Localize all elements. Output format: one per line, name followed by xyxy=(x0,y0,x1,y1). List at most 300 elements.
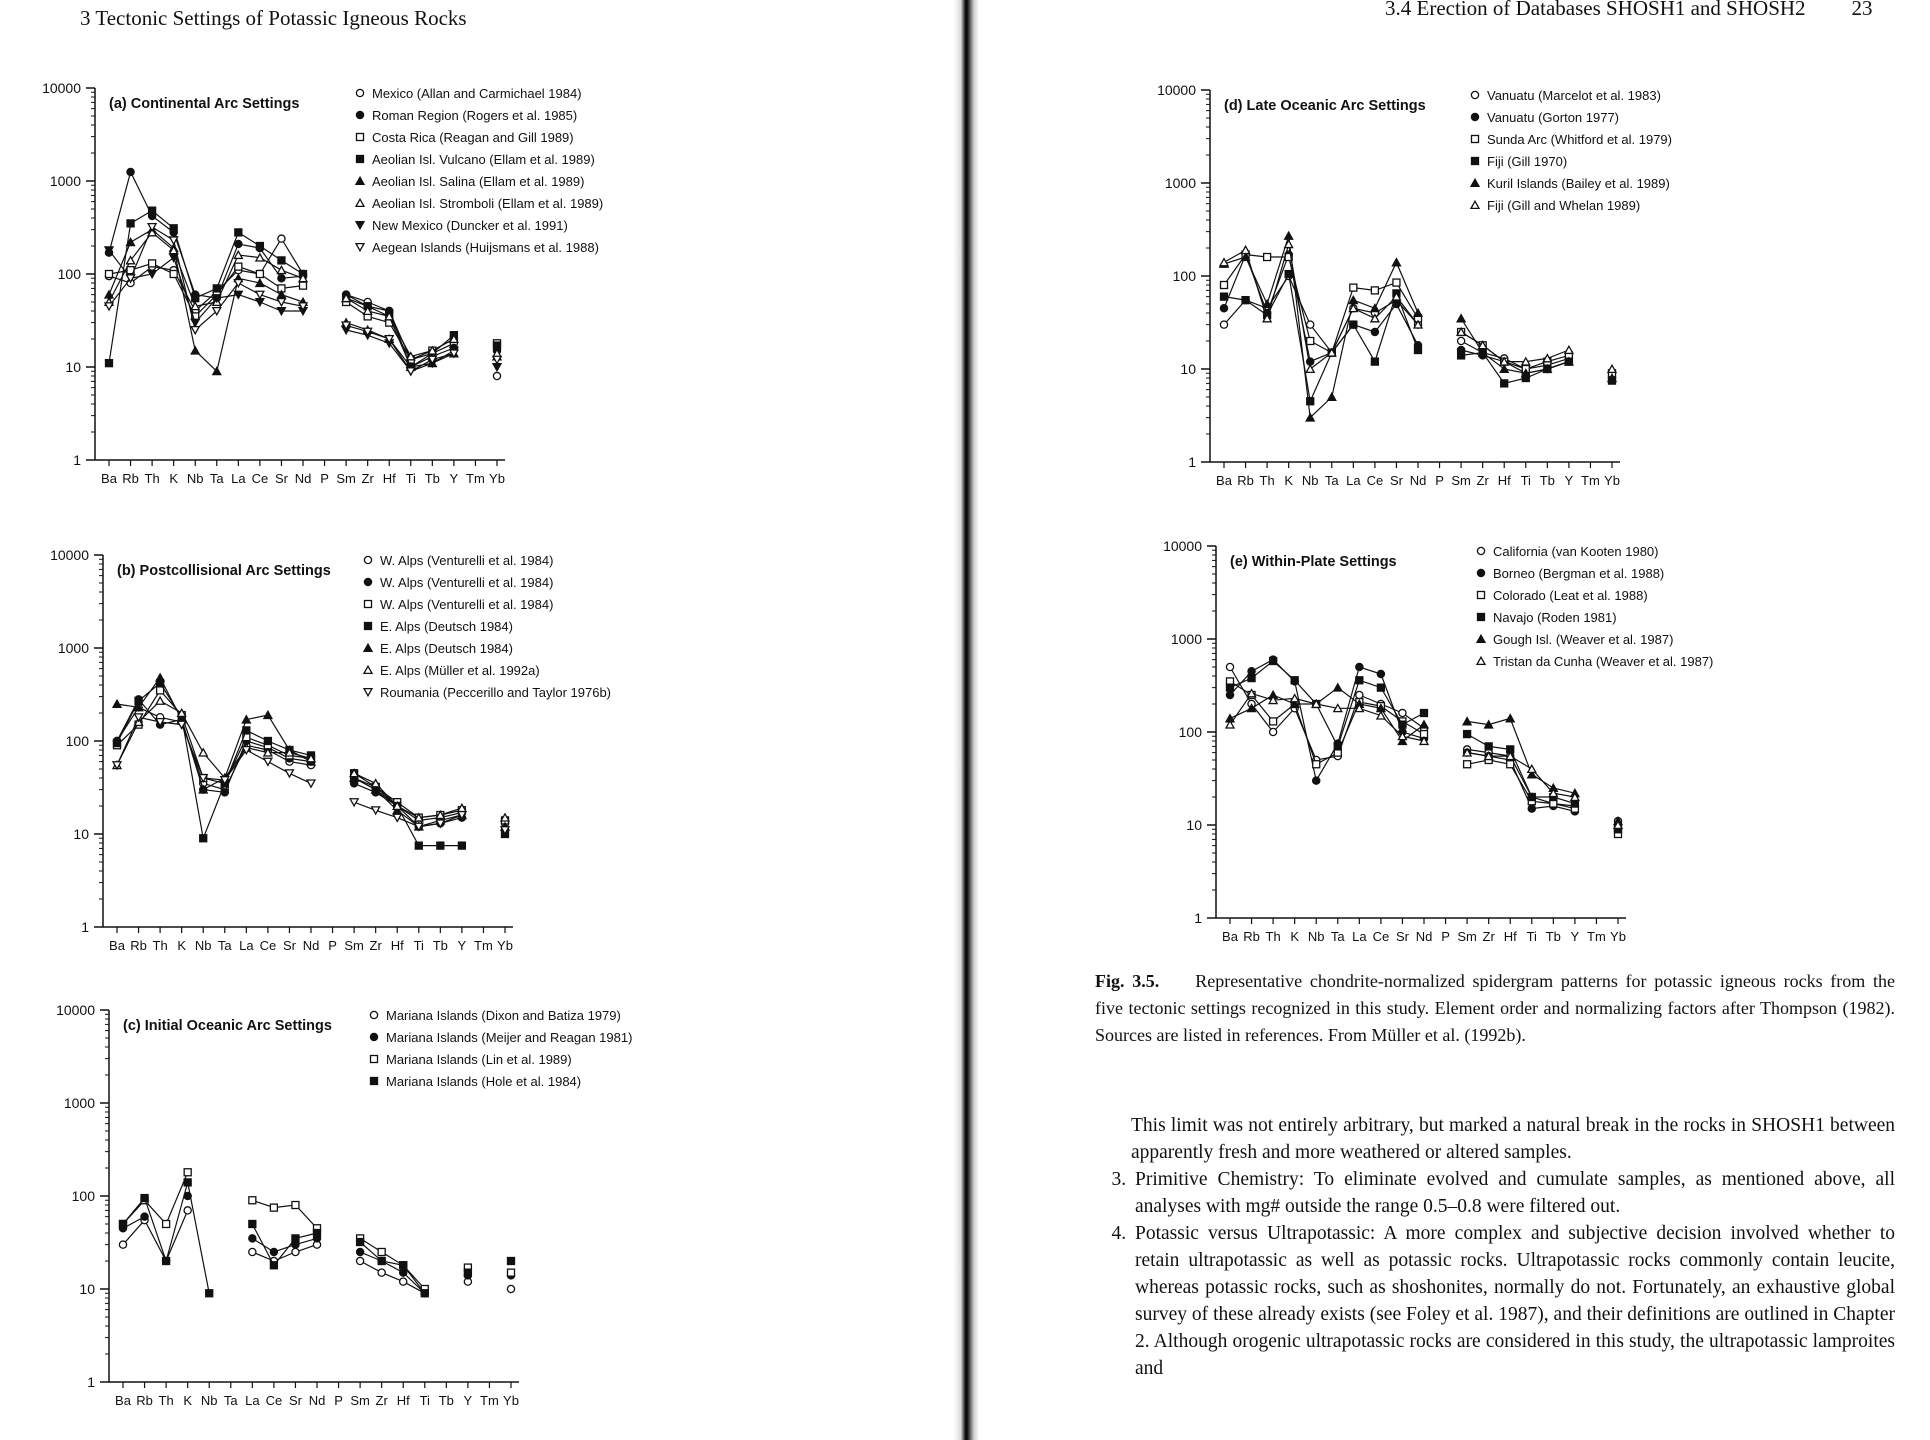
series-line xyxy=(109,211,303,364)
right-page xyxy=(975,0,1930,1440)
data-point-th xyxy=(163,1258,170,1265)
data-point-hf xyxy=(400,1278,407,1285)
spidergram-c xyxy=(14,1000,634,1408)
data-point-rb xyxy=(1248,668,1255,675)
series-line xyxy=(109,239,303,311)
data-point-sr xyxy=(292,1248,299,1255)
legend-entry: Aeolian Isl. Salina (Ellam et al. 1989) xyxy=(372,174,585,189)
x-tick-label: Tm xyxy=(474,938,493,953)
data-point-sr xyxy=(1392,259,1400,266)
data-point-ba xyxy=(119,1241,126,1248)
x-tick-label: Nd xyxy=(302,938,320,953)
data-point-ce xyxy=(264,711,272,718)
data-point-ba xyxy=(106,360,113,367)
legend-marker xyxy=(356,244,364,251)
x-tick-label: Th xyxy=(144,471,160,486)
data-point-ce xyxy=(256,271,263,278)
legend-marker xyxy=(1477,635,1485,642)
data-point-ce xyxy=(1371,287,1378,294)
x-tick-label: Sr xyxy=(274,471,288,486)
y-tick-label: 1 xyxy=(87,1374,95,1390)
legend-marker xyxy=(364,578,371,585)
data-point-th xyxy=(163,1220,170,1227)
x-tick-label: P xyxy=(1441,929,1450,944)
series-line xyxy=(354,773,462,817)
data-point-ba xyxy=(1220,321,1227,328)
x-tick-label: K xyxy=(177,938,187,953)
data-point-nb xyxy=(191,347,199,354)
x-tick-label: Ce xyxy=(1366,473,1384,488)
chart-title: (e) Within-Plate Settings xyxy=(1230,554,1397,570)
data-point-ce xyxy=(270,1262,277,1269)
data-point-la xyxy=(249,1220,256,1227)
data-point-ta xyxy=(1334,743,1341,750)
series-line xyxy=(354,783,462,826)
legend-entry: Roumania (Peccerillo and Taylor 1976b) xyxy=(380,685,611,700)
data-point-ce xyxy=(1377,684,1384,691)
y-tick-label: 10 xyxy=(1180,361,1196,377)
x-tick-label: Rb xyxy=(122,471,139,486)
legend-entry: Mariana Islands (Hole et al. 1984) xyxy=(386,1074,582,1089)
series-line xyxy=(117,707,311,789)
data-point-ce xyxy=(1371,304,1379,311)
x-tick-label: Nb xyxy=(194,938,212,953)
data-point-ta xyxy=(1334,684,1342,691)
x-tick-label: Ba xyxy=(115,1393,131,1408)
data-point-th xyxy=(1270,718,1277,725)
x-tick-label: La xyxy=(1352,929,1367,944)
legend-marker xyxy=(356,89,363,96)
x-tick-label: P xyxy=(334,1393,343,1408)
x-tick-label: La xyxy=(1346,473,1361,488)
series-4 xyxy=(1221,271,1616,405)
data-point-sm xyxy=(357,1239,364,1246)
series-line xyxy=(346,298,454,356)
legend-entry: Kuril Islands (Bailey et al. 1989) xyxy=(1487,176,1670,191)
x-tick-label: Ti xyxy=(413,938,424,953)
data-point-sr xyxy=(1399,709,1406,716)
x-tick-label: Tm xyxy=(1581,473,1600,488)
series-line xyxy=(117,683,311,838)
data-point-ba xyxy=(1221,293,1228,300)
data-point-la xyxy=(1356,663,1363,670)
y-tick-label: 1 xyxy=(73,452,81,468)
chart-title: (a) Continental Arc Settings xyxy=(109,96,300,112)
x-tick-label: Hf xyxy=(1503,929,1517,944)
data-point-nb xyxy=(1313,777,1320,784)
x-tick-label: Hf xyxy=(382,471,396,486)
series-line xyxy=(1467,734,1575,804)
data-point-nd xyxy=(314,1230,321,1237)
x-tick-label: Yb xyxy=(1604,473,1620,488)
legend-entry: Navajo (Roden 1981) xyxy=(1493,610,1617,625)
x-tick-label: Nb xyxy=(186,471,204,486)
y-tick-label: 1000 xyxy=(1170,631,1202,647)
x-tick-label: Nb xyxy=(1301,473,1319,488)
y-tick-label: 1000 xyxy=(49,173,81,189)
legend-entry: New Mexico (Duncker et al. 1991) xyxy=(372,218,568,233)
data-point-nd xyxy=(1421,710,1428,717)
x-tick-label: Y xyxy=(457,938,467,953)
legend-marker xyxy=(356,199,364,206)
data-point-nd xyxy=(300,282,307,289)
data-point-ba xyxy=(114,740,121,747)
x-tick-label: Sm xyxy=(1457,929,1477,944)
legend-marker xyxy=(1472,158,1479,165)
y-tick-label: 1 xyxy=(81,919,89,935)
spidergram-b xyxy=(8,545,628,953)
data-point-ta xyxy=(213,285,220,292)
left-page xyxy=(0,0,960,1440)
legend-entry: W. Alps (Venturelli et al. 1984) xyxy=(380,597,554,612)
series-1 xyxy=(119,1207,514,1297)
legend-marker xyxy=(1472,136,1479,143)
x-tick-label: Nb xyxy=(1307,929,1325,944)
x-tick-label: Ba xyxy=(109,938,125,953)
series-line xyxy=(1467,749,1575,806)
legend-marker xyxy=(1471,201,1479,208)
data-point-y xyxy=(1571,800,1578,807)
x-tick-label: Tb xyxy=(1539,473,1555,488)
x-tick-label: Yb xyxy=(497,938,513,953)
x-tick-label: K xyxy=(1284,473,1294,488)
page-number: 23 xyxy=(1851,0,1873,20)
legend-marker xyxy=(357,134,364,141)
x-tick-label: Ta xyxy=(1324,473,1339,488)
data-point-sm xyxy=(1464,731,1471,738)
spidergram-svg xyxy=(1115,80,1735,488)
legend-entry: Gough Isl. (Weaver et al. 1987) xyxy=(1493,632,1674,647)
data-point-nb xyxy=(1313,761,1320,768)
x-tick-label: Sm xyxy=(350,1393,370,1408)
data-point-hf xyxy=(1506,715,1514,722)
data-point-ba xyxy=(113,700,121,707)
legend-entry: Tristan da Cunha (Weaver et al. 1987) xyxy=(1493,654,1714,669)
legend-entry: W. Alps (Venturelli et al. 1984) xyxy=(380,575,554,590)
data-point-zr xyxy=(378,1269,385,1276)
y-tick-label: 100 xyxy=(57,266,81,282)
legend-marker xyxy=(1478,614,1485,621)
data-point-la xyxy=(249,1248,256,1255)
series-line xyxy=(1230,667,1424,760)
y-tick-label: 1 xyxy=(1188,454,1196,470)
legend-entry: Mariana Islands (Meijer and Reagan 1981) xyxy=(386,1030,633,1045)
data-point-la xyxy=(249,1197,256,1204)
series-line xyxy=(1230,681,1424,764)
criteria-item-4: 4. Potassic versus Ultrapotassic: A more complex and subjective decision involved whether to retain ultrapotassic as well as potassic rocks. Ultrapotassic rocks commonly contain leucite, whereas potassic rocks, such as shoshonites, normally do not. Fortunately, an exhaustive global survey of these already exists (see Foley et al. 1987), and their definitions are outlined in Chapter 2. Although orogenic ultrapotassic rocks are considered in this study, the ultrapotassic lamproites and xyxy=(1131,1220,1895,1382)
data-point-nd xyxy=(307,780,315,787)
series-line xyxy=(123,1182,209,1293)
data-point-la xyxy=(235,229,242,236)
data-point-ba xyxy=(1227,684,1234,691)
series-line xyxy=(117,717,311,783)
y-tick-label: 1000 xyxy=(1164,175,1196,191)
legend-marker xyxy=(364,556,371,563)
legend-marker xyxy=(1471,113,1478,120)
series-line xyxy=(1467,753,1575,797)
y-tick-label: 100 xyxy=(71,1188,95,1204)
spidergram-svg xyxy=(1121,536,1741,944)
x-tick-label: Hf xyxy=(390,938,404,953)
x-tick-label: Th xyxy=(1259,473,1275,488)
x-tick-label: Ti xyxy=(419,1393,430,1408)
legend-entry: Aegean Islands (Huijsmans et al. 1988) xyxy=(372,240,599,255)
data-point-la xyxy=(1356,691,1363,698)
data-point-sr xyxy=(278,275,285,282)
x-tick-label: Rb xyxy=(1243,929,1260,944)
series-line xyxy=(109,227,303,330)
x-tick-label: Nd xyxy=(1409,473,1427,488)
data-point-sr xyxy=(277,266,285,273)
legend-entry: Colorado (Leat et al. 1988) xyxy=(1493,588,1648,603)
x-tick-label: Tb xyxy=(432,938,448,953)
data-point-ce xyxy=(256,291,264,298)
data-point-nb xyxy=(1307,321,1314,328)
data-point-k xyxy=(184,1179,191,1186)
x-tick-label: Ta xyxy=(217,938,232,953)
x-tick-label: P xyxy=(1435,473,1444,488)
data-point-la xyxy=(249,1235,256,1242)
x-tick-label: Y xyxy=(449,471,459,486)
series-line xyxy=(1461,332,1569,362)
legend-entry: Mariana Islands (Lin et al. 1989) xyxy=(386,1052,572,1067)
figure-label: Fig. 3.5. xyxy=(1095,971,1160,991)
y-tick-label: 10000 xyxy=(56,1002,95,1018)
series-line xyxy=(252,1238,317,1252)
data-point-rb xyxy=(1242,246,1250,253)
x-tick-label: Yb xyxy=(1610,929,1626,944)
data-point-zr xyxy=(378,1248,385,1255)
x-tick-label: Th xyxy=(1265,929,1281,944)
x-tick-label: Zr xyxy=(375,1393,388,1408)
data-point-ba xyxy=(120,1220,127,1227)
legend-marker xyxy=(370,1011,377,1018)
data-point-hf xyxy=(1507,761,1514,768)
spidergram-svg xyxy=(0,78,620,486)
data-point-k xyxy=(1291,677,1298,684)
legend-entry: Costa Rica (Reagan and Gill 1989) xyxy=(372,130,574,145)
x-tick-label: Sr xyxy=(282,938,296,953)
x-tick-label: Ba xyxy=(101,471,117,486)
legend-marker xyxy=(356,111,363,118)
x-tick-label: Tm xyxy=(466,471,485,486)
criteria-item-3: 3. Primitive Chemistry: To eliminate evolved and cumulate samples, as mentioned above, all analyses with mg# outside the range 0.5–0.8 were filtered out. xyxy=(1131,1166,1895,1220)
data-point-rb xyxy=(141,1195,148,1202)
y-tick-label: 10000 xyxy=(50,547,89,563)
data-point-sm xyxy=(357,1248,364,1255)
y-tick-label: 10 xyxy=(1186,817,1202,833)
spidergram-e xyxy=(1121,536,1741,944)
x-tick-label: Yb xyxy=(489,471,505,486)
x-tick-label: La xyxy=(239,938,254,953)
series-line xyxy=(1224,255,1418,362)
data-point-th xyxy=(1270,658,1277,665)
data-point-nb xyxy=(206,1290,213,1297)
series-line xyxy=(252,1200,317,1228)
data-point-ti xyxy=(407,368,415,375)
data-point-ce xyxy=(270,1248,277,1255)
series-line xyxy=(109,232,303,306)
legend-entry: Roman Region (Rogers et al. 1985) xyxy=(372,108,578,123)
x-tick-label: Sr xyxy=(1395,929,1409,944)
data-point-th xyxy=(1270,728,1277,735)
x-tick-label: Ta xyxy=(1330,929,1345,944)
figure-caption xyxy=(1095,968,1895,1049)
data-point-ba xyxy=(1226,691,1233,698)
chart-title: (d) Late Oceanic Arc Settings xyxy=(1224,98,1426,114)
data-point-nd xyxy=(1415,347,1422,354)
data-point-ti xyxy=(1528,805,1535,812)
x-tick-label: Zr xyxy=(369,938,382,953)
x-tick-label: Hf xyxy=(396,1393,410,1408)
data-point-yb xyxy=(493,372,500,379)
legend-marker xyxy=(1477,657,1485,664)
data-point-rb xyxy=(1242,297,1249,304)
legend-marker xyxy=(365,623,372,630)
data-point-yb xyxy=(1608,365,1616,372)
x-tick-label: Y xyxy=(1570,929,1580,944)
left-running-head: 3 Tectonic Settings of Potassic Igneous Rocks xyxy=(80,6,467,30)
data-point-ba xyxy=(106,271,113,278)
data-point-y xyxy=(464,1269,471,1276)
y-tick-label: 100 xyxy=(1172,268,1196,284)
data-point-ce xyxy=(264,758,272,765)
data-point-nd xyxy=(1420,721,1428,728)
x-tick-label: Hf xyxy=(1497,473,1511,488)
data-point-ce xyxy=(270,1204,277,1211)
data-point-k xyxy=(1285,271,1292,278)
x-tick-label: Rb xyxy=(136,1393,153,1408)
y-tick-label: 10000 xyxy=(1163,538,1202,554)
data-point-la xyxy=(235,263,242,270)
right-running-head xyxy=(1385,0,1873,21)
data-point-ce xyxy=(1371,358,1378,365)
legend-entry: Aeolian Isl. Stromboli (Ellam et al. 1989) xyxy=(372,196,604,211)
legend-marker xyxy=(1477,547,1484,554)
x-tick-label: Y xyxy=(1564,473,1574,488)
data-point-ba xyxy=(105,303,113,310)
data-point-sr xyxy=(278,235,285,242)
data-point-yb xyxy=(494,342,501,349)
data-point-sm xyxy=(1458,352,1465,359)
legend-marker xyxy=(356,177,364,184)
data-point-k xyxy=(1285,232,1293,239)
legend-entry: E. Alps (Müller et al. 1992a) xyxy=(380,663,540,678)
x-tick-label: Tb xyxy=(424,471,440,486)
legend-marker xyxy=(1477,569,1484,576)
x-tick-label: Y xyxy=(463,1393,473,1408)
legend-entry: E. Alps (Deutsch 1984) xyxy=(380,641,513,656)
data-point-yb xyxy=(508,1258,515,1265)
x-tick-label: Ba xyxy=(1222,929,1238,944)
y-tick-label: 10 xyxy=(79,1281,95,1297)
x-tick-label: Th xyxy=(152,938,168,953)
x-tick-label: Sr xyxy=(288,1393,302,1408)
data-point-la xyxy=(1350,321,1357,328)
x-tick-label: Th xyxy=(158,1393,174,1408)
x-tick-label: Sr xyxy=(1389,473,1403,488)
legend-marker xyxy=(1471,91,1478,98)
x-tick-label: Ta xyxy=(209,471,224,486)
data-point-ti xyxy=(415,842,422,849)
data-point-la xyxy=(235,240,242,247)
x-tick-label: Sm xyxy=(1451,473,1471,488)
data-point-sm xyxy=(1457,315,1465,322)
series-line xyxy=(1224,244,1418,369)
body-paragraph: This limit was not entirely arbitrary, but marked a natural break in the rocks in SHOSH1 between apparently fresh and more weathered or altered samples. xyxy=(1131,1115,1895,1163)
x-tick-label: Nd xyxy=(1415,929,1433,944)
data-point-sr xyxy=(278,257,285,264)
data-point-tb xyxy=(437,842,444,849)
data-point-th xyxy=(149,207,156,214)
y-tick-label: 100 xyxy=(65,733,89,749)
data-point-ba xyxy=(1220,305,1227,312)
data-point-rb xyxy=(1248,675,1255,682)
spidergram-svg xyxy=(8,545,628,953)
x-tick-label: P xyxy=(320,471,329,486)
y-tick-label: 1000 xyxy=(63,1095,95,1111)
legend-marker xyxy=(371,1056,378,1063)
series-5 xyxy=(1226,684,1622,825)
x-tick-label: Ce xyxy=(1372,929,1390,944)
legend-entry: Vanuatu (Gorton 1977) xyxy=(1487,110,1620,125)
x-tick-label: Yb xyxy=(503,1393,519,1408)
data-point-sr xyxy=(292,1235,299,1242)
data-point-ba xyxy=(1221,282,1228,289)
data-point-ce xyxy=(256,243,263,250)
data-point-k xyxy=(184,1169,191,1176)
x-tick-label: Tm xyxy=(1587,929,1606,944)
data-point-ba xyxy=(1226,663,1233,670)
data-point-yb xyxy=(507,1285,514,1292)
data-point-th xyxy=(1264,254,1271,261)
legend-entry: W. Alps (Venturelli et al. 1984) xyxy=(380,553,554,568)
x-tick-label: P xyxy=(328,938,337,953)
series-line xyxy=(109,172,303,298)
data-point-zr xyxy=(378,1258,385,1265)
y-tick-label: 10000 xyxy=(42,80,81,96)
legend-marker xyxy=(364,644,372,651)
x-tick-label: Rb xyxy=(130,938,147,953)
data-point-y xyxy=(1565,346,1573,353)
body-text xyxy=(1095,1112,1895,1382)
legend-entry: Fiji (Gill and Whelan 1989) xyxy=(1487,198,1641,213)
data-point-sr xyxy=(1393,279,1400,286)
legend-entry: Borneo (Bergman et al. 1988) xyxy=(1493,566,1665,581)
x-tick-label: Sm xyxy=(336,471,356,486)
data-point-nb xyxy=(191,327,199,334)
y-tick-label: 10000 xyxy=(1157,82,1196,98)
x-tick-label: Ce xyxy=(259,938,277,953)
legend-entry: Mexico (Allan and Carmichael 1984) xyxy=(372,86,582,101)
data-point-la xyxy=(243,727,250,734)
x-tick-label: Ti xyxy=(1520,473,1531,488)
chart-title: (c) Initial Oceanic Arc Settings xyxy=(123,1018,332,1034)
right-running-head-title: 3.4 Erection of Databases SHOSH1 and SHOSH2 xyxy=(1385,0,1806,20)
data-point-ba xyxy=(1220,259,1228,266)
data-point-ce xyxy=(1377,670,1384,677)
data-point-ce xyxy=(264,738,271,745)
legend-entry: Vanuatu (Marcelot et al. 1983) xyxy=(1487,88,1661,103)
y-tick-label: 1000 xyxy=(57,640,89,656)
x-tick-label: K xyxy=(183,1393,193,1408)
x-tick-label: Zr xyxy=(1482,929,1495,944)
data-point-nb xyxy=(1307,338,1314,345)
series-4 xyxy=(1227,658,1622,833)
legend-marker xyxy=(364,666,372,673)
data-point-sm xyxy=(1464,761,1471,768)
x-tick-label: Tm xyxy=(480,1393,499,1408)
